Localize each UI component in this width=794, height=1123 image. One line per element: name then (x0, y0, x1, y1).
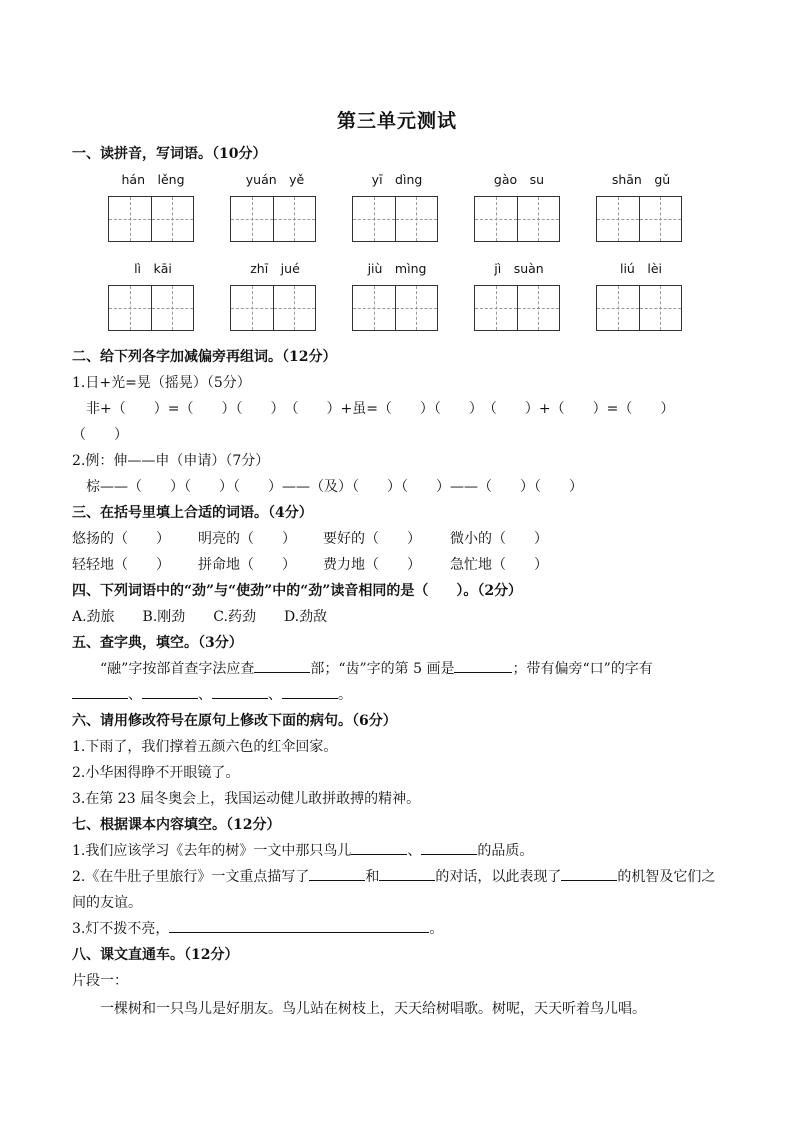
writing-box[interactable] (230, 285, 316, 331)
writing-grid-row-2 (108, 285, 698, 333)
q3-item: 悠扬的（ ） (72, 531, 170, 547)
answer-blank[interactable] (454, 658, 512, 673)
section-7-heading: 七、根据课本内容填空。（12分） (72, 817, 281, 833)
q3-item: 微小的（ ） (450, 531, 548, 547)
pinyin: hán lěng (121, 172, 185, 187)
pinyin: yuán yě (245, 172, 305, 187)
q3-item: 明亮的（ ） (198, 531, 296, 547)
q3-item: 拼命地（ ） (198, 557, 296, 573)
pinyin-row-1 (108, 170, 698, 188)
q7-text: 的机智及它们之 (617, 869, 716, 885)
writing-box[interactable] (230, 196, 316, 242)
answer-blank[interactable] (309, 866, 365, 881)
writing-box[interactable] (352, 285, 438, 331)
answer-blank[interactable] (72, 684, 128, 699)
answer-blank[interactable] (212, 684, 268, 699)
section-5-heading: 五、查字典，填空。（3分） (72, 635, 243, 651)
q2-part1-heading: 1.日+光=晃（摇晃）（5分） (72, 375, 251, 391)
answer-blank[interactable] (254, 658, 310, 673)
q3-item: 轻轻地（ ） (72, 557, 170, 573)
writing-box[interactable] (108, 196, 194, 242)
q7-text: 2.《在牛肚子里旅行》一文重点描写了 (72, 869, 310, 885)
q5-text: “融”字按部首查字法应查 (100, 661, 255, 677)
answer-blank[interactable] (421, 840, 477, 855)
q2-part1-line: （ ） (72, 427, 128, 443)
separator: 、 (268, 687, 282, 703)
q7-item-3 (72, 918, 443, 938)
q7-item-2 (72, 866, 715, 886)
pinyin: jì suàn (494, 261, 544, 276)
separator: 、 (128, 687, 142, 703)
pinyin: zhī jué (250, 261, 300, 276)
q7-text: 。 (429, 921, 444, 937)
answer-blank[interactable] (282, 684, 338, 699)
q6-sentence: 1.下雨了，我们撑着五颜六色的红伞回家。 (72, 739, 338, 755)
answer-blank[interactable] (351, 840, 407, 855)
q7-item-2-cont: 间的友谊。 (72, 895, 142, 911)
q6-sentence: 2.小华困得睁不开眼镜了。 (72, 765, 240, 781)
q2-part2-line: 棕——（ ）（ ）（ ）——（及）（ ）（ ）——（ ）（ ） (86, 479, 583, 495)
writing-box[interactable] (474, 285, 560, 331)
q3-item: 急忙地（ ） (450, 557, 548, 573)
pinyin: shān gǔ (611, 172, 671, 187)
writing-box[interactable] (352, 196, 438, 242)
q2-part2-heading: 2.例：伸——申（申请）（7分） (72, 453, 270, 469)
q7-text: 1.我们应该学习《去年的树》一文中那只鸟儿 (72, 843, 352, 859)
excerpt-label: 片段一： (72, 973, 128, 989)
q5-text: ；带有偏旁“口”的字有 (512, 661, 653, 677)
writing-box[interactable] (596, 196, 682, 242)
answer-blank[interactable] (379, 866, 435, 881)
answer-blank[interactable] (169, 918, 429, 933)
q7-text: 3.灯不拨不亮， (72, 921, 170, 937)
pinyin: lì kāi (134, 261, 172, 276)
writing-box[interactable] (108, 285, 194, 331)
page-title: 第三单元测试 (336, 110, 457, 132)
answer-blank[interactable] (561, 866, 617, 881)
pinyin: yī dìng (371, 172, 423, 187)
pinyin-row-2 (108, 259, 698, 277)
q7-text: 、 (407, 843, 422, 859)
q5-line-1 (100, 658, 653, 678)
q3-item: 要好的（ ） (323, 531, 421, 547)
section-6-heading: 六、请用修改符号在原句上修改下面的病句。（6分） (72, 713, 397, 729)
q6-sentence: 3.在第 23 届冬奥会上，我国运动健儿敢拼敢搏的精神。 (72, 791, 421, 807)
q7-item-1 (72, 840, 533, 860)
q3-item: 费力地（ ） (323, 557, 421, 573)
section-3-heading: 三、在括号里填上合适的词语。（4分） (72, 505, 313, 521)
pinyin: liú lèi (619, 261, 662, 276)
q4-options: A.劲旅 B.刚劲 C.药劲 D.劲敌 (72, 609, 328, 625)
section-1-heading: 一、读拼音，写词语。（10分） (72, 146, 267, 162)
writing-box[interactable] (474, 196, 560, 242)
q7-text: 的对话，以此表现了 (435, 869, 562, 885)
q2-part1-line: 非+（ ）=（ ）（ ） （ ）+虽=（ ）（ ） （ ）+（ ）=（ ） (86, 401, 675, 417)
answer-blank[interactable] (142, 684, 198, 699)
writing-box[interactable] (596, 285, 682, 331)
section-2-heading: 二、给下列各字加减偏旁再组词。（12分） (72, 349, 337, 365)
q7-text: 和 (365, 869, 380, 885)
q5-text: 部；“齿”字的第 5 画是 (310, 661, 455, 677)
q7-text: 的品质。 (477, 843, 534, 859)
section-4-heading: 四、下列词语中的“劲”与“使劲”中的“劲”读音相同的是（ ）。（2分） (72, 583, 523, 599)
period: 。 (338, 687, 352, 703)
excerpt-paragraph: 一棵树和一只鸟儿是好朋友。鸟儿站在树枝上，天天给树唱歌。树呢，天天听着鸟儿唱。 (100, 1001, 646, 1017)
pinyin: jiù mìng (367, 261, 427, 276)
separator: 、 (198, 687, 212, 703)
q5-line-2 (72, 684, 352, 704)
pinyin: gào su (493, 172, 545, 187)
writing-grid-row-1 (108, 196, 698, 244)
section-8-heading: 八、课文直通车。（12分） (72, 947, 239, 963)
